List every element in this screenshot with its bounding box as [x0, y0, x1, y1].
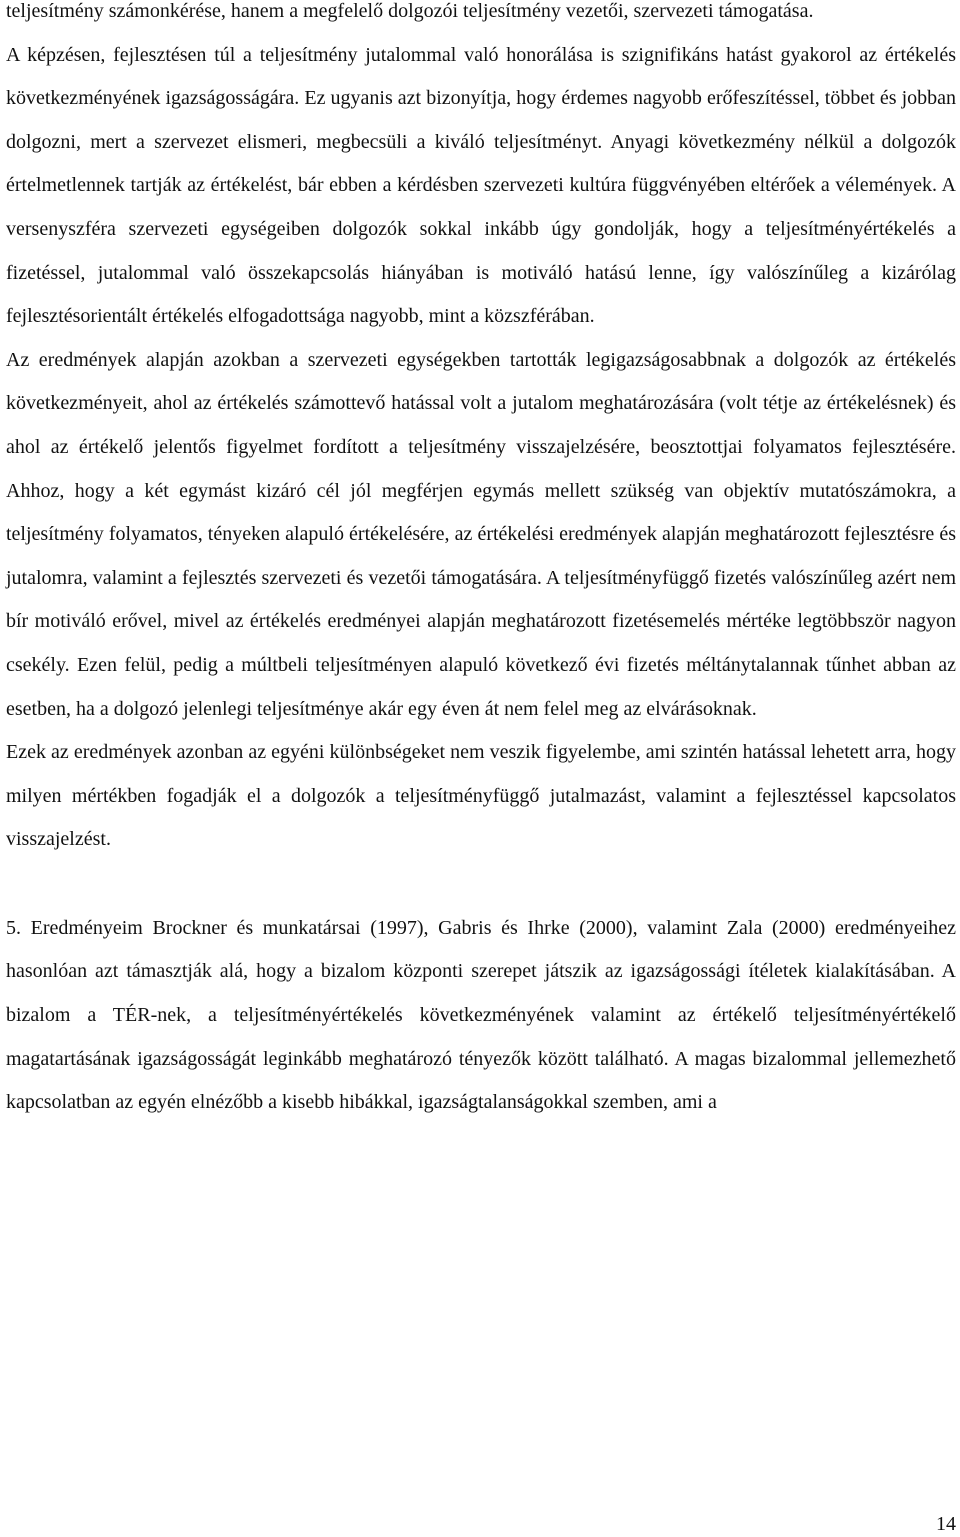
document-page [6, 0, 956, 1125]
page-number: 14 [936, 1513, 956, 1535]
paragraph-individual-differences: Ezek az eredmények azonban az egyéni különbségeket nem veszik figyelembe, ami szintén hatással lehetett arra, hogy milyen mértékben fogadják el a dolgozók a teljesítményfüggő jutalmazást, valamint a fejlesztéssel kapcsolatos visszajelzést. [6, 741, 956, 851]
paragraph-support: teljesítmény számonkérése, hanem a megfelelő dolgozói teljesítmény vezetői, szervezeti támogatása. [6, 0, 814, 22]
paragraph-spacer [6, 862, 956, 907]
paragraph-trust: 5. Eredményeim Brockner és munkatársai (1997), Gabris és Ihrke (2000), valamint Zala (2000) eredményeihez hasonlóan azt támasztják alá, hogy a bizalom központi szerepet játszik az igazságossági ítéletek kialakításában. A bizalom a TÉR-nek, a teljesítményértékelés következményének valamint az értékelő teljesítményértékelő magatartásának igazságosságát leginkább meghatározó tényezők között található. A magas bizalommal jellemezhető kapcsolatban az egyén elnézőbb a kisebb hibákkal, igazságtalanságokkal szemben, ami a [6, 916, 956, 1114]
paragraph-results: Az eredmények alapján azokban a szervezeti egységekben tartották legigazságosabbnak a dolgozók az értékelés következményeit, ahol az értékelés számottevő hatással volt a jutalom meghatározására (volt tétje az értékelésnek) és ahol az értékelő jelentős figyelmet fordított a teljesítmény visszajelzésére, beosztottjai folyamatos fejlesztésére. Ahhoz, hogy a két egymást kizáró cél jól megférjen egymás mellett szükség van objektív mutatószámokra, a teljesítmény folyamatos, tényeken alapuló értékelésére, az értékelési eredmények alapján meghatározott fejlesztésre és jutalomra, valamint a fejlesztés szervezeti és vezetői támogatására. A teljesítményfüggő fizetés valószínűleg azért nem bír motiváló erővel, mivel az értékelés eredményei alapján meghatározott fizetésemelés mértéke legtöbbször nagyon csekély. Ezen felül, pedig a múltbeli teljesítményen alapuló következő évi fizetés méltánytalannak tűnhet abban az esetben, ha a dolgozó jelenlegi teljesítménye akár egy éven át nem felel meg az elvárásoknak. [6, 348, 956, 720]
paragraph-reward: A képzésen, fejlesztésen túl a teljesítmény jutalommal való honorálása is szignifikáns hatást gyakorol az értékelés következményének igazságosságára. Ez ugyanis azt bizonyítja, hogy érdemes nagyobb erőfeszítéssel, többet és jobban dolgozni, mert a szervezet elismeri, megbecsüli a kiváló teljesítményt. Anyagi következmény nélkül a dolgozók értelmetlennek tartják az értékelést, bár ebben a kérdésben szervezeti kultúra függvényében eltérőek a vélemények. A versenyszféra szervezeti egységeiben dolgozók sokkal inkább úgy gondolják, hogy a teljesítményértékelés a fizetéssel, jutalommal való összekapcsolás hiányában is motiváló hatású lenne, így valószínűleg a kizárólag fejlesztésorientált értékelés elfogadottsága nagyobb, mint a közszférában. [6, 43, 956, 328]
